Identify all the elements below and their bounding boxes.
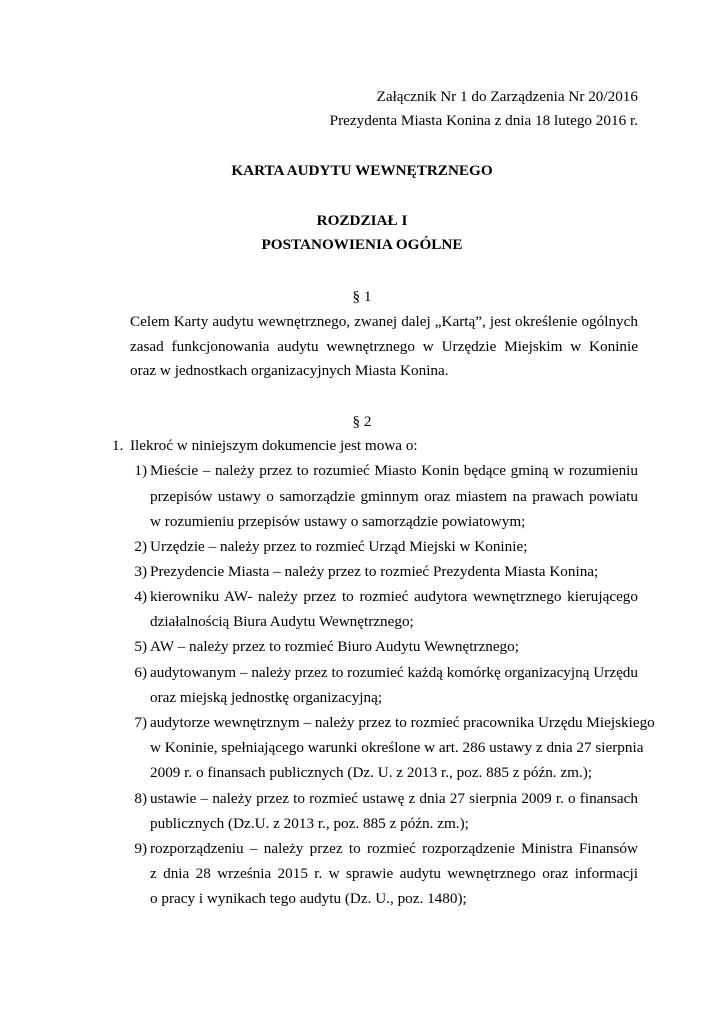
- document-title: KARTA AUDYTU WEWNĘTRZNEGO: [231, 162, 493, 179]
- list-item-number: 1): [134, 462, 147, 479]
- list-item-line: oraz miejską jednostkę organizacyjną;: [150, 689, 383, 706]
- list-item-line: Mieście – należy przez to rozumieć Miasto Konin będące gminą w rozumieniu: [150, 462, 638, 479]
- list-item-number: 7): [134, 714, 147, 731]
- list-item-line: audytowanym – należy przez to rozumieć każdą komórkę organizacyjną Urzędu: [150, 664, 638, 681]
- section-1-line: Celem Karty audytu wewnętrznego, zwanej dalej „Kartą”, jest określenie ogólnych: [130, 313, 638, 330]
- list-item-line: audytorze wewnętrznym – należy przez to rozmieć pracownika Urzędu Miejskiego: [150, 714, 655, 731]
- point-text: Ilekroć w niniejszym dokumencie jest mowa o:: [130, 437, 418, 454]
- list-item-line: z dnia 28 września 2015 r. w sprawie audytu wewnętrznego oraz informacji: [150, 865, 638, 882]
- point-number: 1.: [112, 437, 124, 454]
- list-item-number: 9): [134, 840, 147, 857]
- list-item-line: Prezydencie Miasta – należy przez to rozmieć Prezydenta Miasta Konina;: [150, 563, 599, 580]
- list-item-line: o pracy i wynikach tego audytu (Dz. U., poz. 1480);: [150, 890, 467, 907]
- section-2-symbol: § 2: [352, 413, 372, 430]
- section-1-line: oraz w jednostkach organizacyjnych Miasta Konina.: [130, 362, 449, 379]
- list-item-number: 8): [134, 790, 147, 807]
- list-item-line: w rozumieniu przepisów ustawy o samorządzie powiatowym;: [150, 513, 526, 530]
- list-item-line: Urzędzie – należy przez to rozmieć Urząd Miejski w Koninie;: [150, 538, 528, 555]
- list-item-number: 4): [134, 588, 147, 605]
- list-item-line: przepisów ustawy o samorządzie gminnym oraz miastem na prawach powiatu: [150, 488, 638, 505]
- list-item-line: kierowniku AW- należy przez to rozmieć audytora wewnętrznego kierującego: [150, 588, 638, 605]
- attachment-issuer-date: Prezydenta Miasta Konina z dnia 18 lutego 2016 r.: [329, 112, 638, 129]
- list-item-line: ustawie – należy przez to rozmieć ustawę z dnia 27 sierpnia 2009 r. o finansach: [150, 790, 638, 807]
- list-item-line: AW – należy przez to rozmieć Biuro Audytu Wewnętrznego;: [150, 638, 519, 655]
- list-item-line: rozporządzeniu – należy przez to rozmieć rozporządzenie Ministra Finansów: [150, 840, 638, 857]
- section-1-line: zasad funkcjonowania audytu wewnętrznego w Urzędzie Miejskim w Koninie: [130, 338, 638, 355]
- list-item-number: 3): [134, 563, 147, 580]
- list-item-line: 2009 r. o finansach publicznych (Dz. U. z 2013 r., poz. 885 z późn. zm.);: [150, 764, 593, 781]
- list-item-line: publicznych (Dz.U. z 2013 r., poz. 885 z późn. zm.);: [150, 815, 469, 832]
- attachment-reference: Załącznik Nr 1 do Zarządzenia Nr 20/2016: [376, 88, 638, 105]
- list-item-line: działalnością Biura Audytu Wewnętrznego;: [150, 613, 414, 630]
- list-item-number: 2): [134, 538, 147, 555]
- chapter-number: ROZDZIAŁ I: [316, 212, 408, 229]
- list-item-number: 5): [134, 638, 147, 655]
- section-1-symbol: § 1: [352, 288, 372, 305]
- list-item-line: w Koninie, spełniającego warunki określone w art. 286 ustawy z dnia 27 sierpnia: [150, 739, 644, 756]
- chapter-name: POSTANOWIENIA OGÓLNE: [261, 236, 463, 253]
- list-item-number: 6): [134, 664, 147, 681]
